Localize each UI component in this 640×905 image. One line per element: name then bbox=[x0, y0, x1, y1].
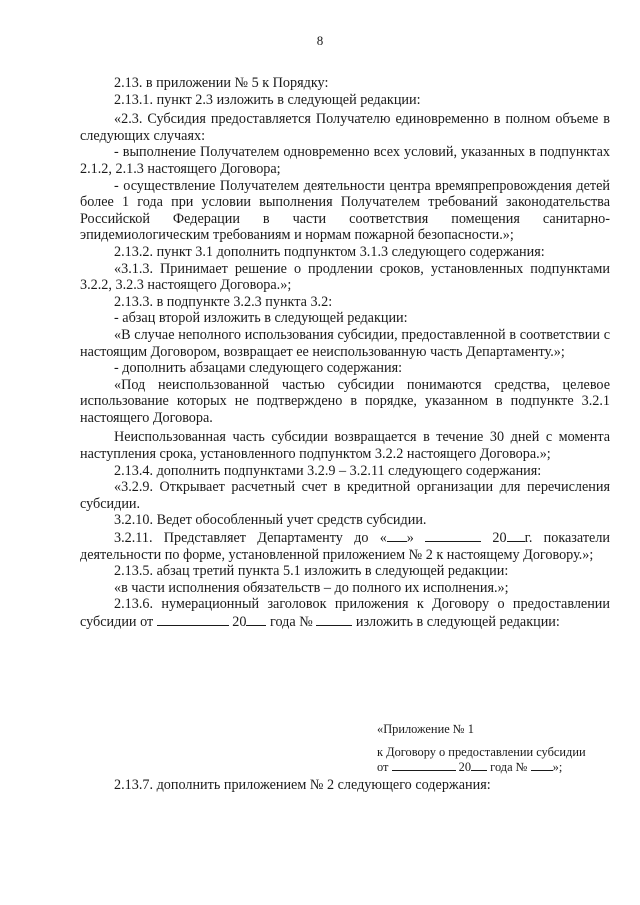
paragraph-2-13-6 bbox=[80, 596, 610, 630]
appendix-header bbox=[377, 722, 617, 776]
paragraph-3-2-11 bbox=[80, 529, 610, 563]
paragraph: «В случае неполного использования субсидии, предоставленной в соответствии с настоящим Договором, возвращает ее неиспользованную часть Департаменту.»; bbox=[80, 326, 610, 360]
text-fragment: от bbox=[377, 760, 389, 775]
paragraph: 2.13. в приложении № 5 к Порядку: bbox=[114, 75, 329, 91]
blank-line bbox=[316, 613, 352, 626]
text-fragment: 20 bbox=[458, 760, 472, 775]
appendix-subtitle: к Договору о предоставлении субсидии bbox=[377, 745, 586, 760]
text-fragment: г. показатели деятельности по форме, установленной приложением № 2 к настоящему Договору.»; bbox=[80, 530, 611, 563]
text-fragment: года № bbox=[490, 760, 528, 775]
appendix-title: «Приложение № 1 bbox=[377, 722, 474, 736]
text-fragment: 3.2.11. Представляет Департаменту до « bbox=[114, 530, 387, 547]
paragraph: «3.1.3. Принимает решение о продлении сроков, установленных подпунктами 3.2.2, 3.2.3 настоящего Договора.»; bbox=[80, 260, 610, 294]
blank-line bbox=[392, 760, 456, 771]
paragraph: - осуществление Получателем деятельности центра времяпрепровождения детей более 1 года при условии выполнения Получателем требований законодательства Российской Федерации в части соответствия помещения санитарно-эпидемиологическим требованиям и нормам пожарной безопасности.»; bbox=[80, 177, 610, 244]
paragraph: 2.13.7. дополнить приложением № 2 следующего содержания: bbox=[114, 777, 491, 793]
paragraph: Неиспользованная часть субсидии возвращается в течение 30 дней с момента наступления срока, установленного подпунктом 3.2.2 настоящего Договора.»; bbox=[80, 429, 610, 463]
text-fragment: 20 bbox=[232, 614, 247, 630]
paragraph: - абзац второй изложить в следующей редакции: bbox=[114, 310, 408, 327]
paragraph: 2.13.1. пункт 2.3 изложить в следующей редакции: bbox=[114, 91, 421, 108]
paragraph: 2.13.5. абзац третий пункта 5.1 изложить в следующей редакции: bbox=[114, 563, 509, 580]
text-fragment: года № bbox=[270, 614, 313, 630]
document-body bbox=[80, 75, 610, 631]
text-fragment: » bbox=[406, 530, 414, 547]
text-fragment: 20 bbox=[492, 530, 507, 547]
appendix-date-line bbox=[377, 760, 617, 775]
paragraph: «2.3. Субсидия предоставляется Получателю единовременно в полном объеме в следующих случаях: bbox=[80, 111, 610, 144]
blank-line bbox=[387, 529, 407, 542]
paragraph: - дополнить абзацами следующего содержания: bbox=[114, 360, 403, 377]
paragraph: 2.13.2. пункт 3.1 дополнить подпунктом 3.1.3 следующего содержания: bbox=[114, 243, 545, 260]
blank-line bbox=[507, 529, 525, 542]
paragraph: 3.2.10. Ведет обособленный учет средств субсидии. bbox=[114, 512, 427, 529]
paragraph: «3.2.9. Открывает расчетный счет в кредитной организации для перечисления субсидии. bbox=[80, 479, 610, 512]
text-fragment: изложить в следующей редакции: bbox=[355, 614, 560, 630]
paragraph: «в части исполнения обязательств – до полного их исполнения.»; bbox=[114, 579, 509, 596]
text-fragment: »; bbox=[552, 760, 563, 775]
blank-line bbox=[157, 613, 229, 626]
paragraph: «Под неиспользованной частью субсидии понимаются средства, целевое использование которых не подтверждено в порядке, указанном в подпункте 3.2.1 настоящего Договора. bbox=[80, 376, 610, 426]
blank-line bbox=[531, 760, 553, 771]
paragraph: - выполнение Получателем одновременно всех условий, указанных в подпунктах 2.1.2, 2.1.3 настоящего Договора; bbox=[80, 144, 610, 177]
blank-line bbox=[471, 760, 487, 771]
blank-line bbox=[246, 613, 266, 626]
page-number: 8 bbox=[316, 33, 324, 48]
paragraph: 2.13.3. в подпункте 3.2.3 пункта 3.2: bbox=[114, 293, 333, 310]
blank-line bbox=[425, 529, 481, 542]
text-fragment: 2.13.6. нумерационный заголовок приложения к Договору о предоставлении субсидии от bbox=[80, 596, 610, 630]
paragraph: 2.13.4. дополнить подпунктами 3.2.9 – 3.2.11 следующего содержания: bbox=[114, 462, 542, 479]
